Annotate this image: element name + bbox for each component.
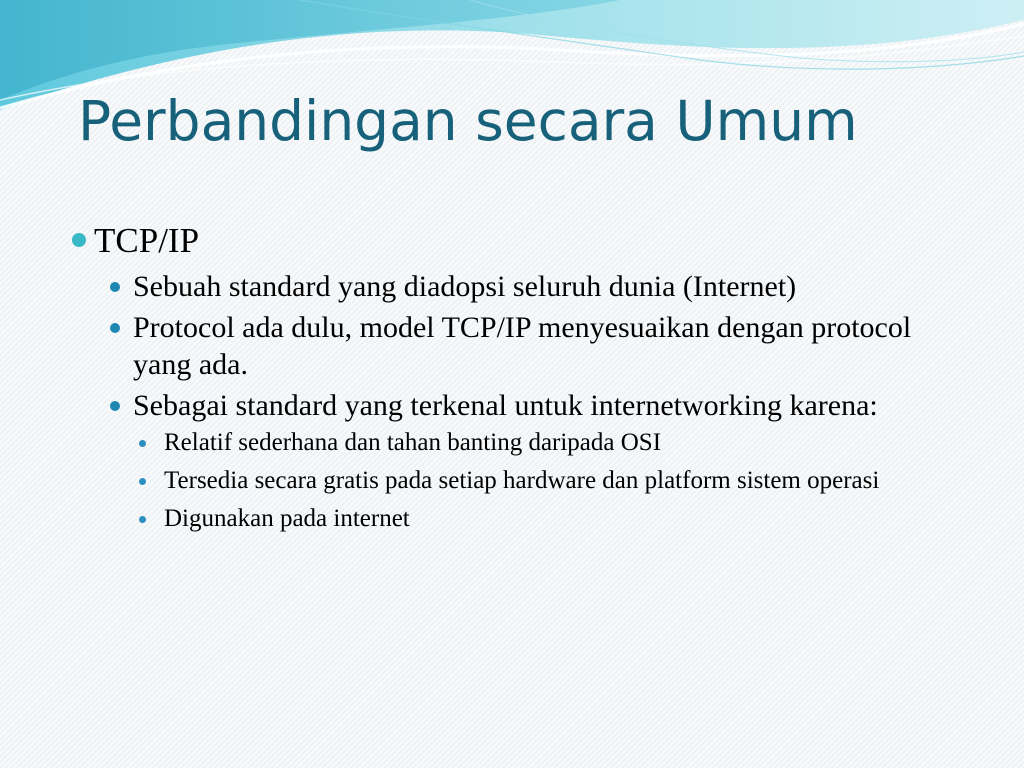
sub-bullet-text: Sebuah standard yang diadopsi seluruh dunia (Internet)	[133, 270, 797, 303]
sub-bullet-text: Protocol ada dulu, model TCP/IP menyesuaikan dengan protocol yang ada.	[133, 311, 912, 381]
sub-bullet-item	[133, 268, 970, 305]
sub-sub-bullet-item	[164, 428, 970, 458]
sub-sub-bullet-text: Relatif sederhana dan tahan banting daripada OSI	[164, 429, 662, 456]
bullet-level1-tcpip	[90, 220, 970, 262]
sub-sub-bullet-text: Digunakan pada internet	[164, 505, 410, 532]
bullet-dot-icon	[72, 233, 86, 247]
bullet-text: TCP/IP	[94, 221, 200, 260]
sub-sub-bullet-text: Tersedia secara gratis pada setiap hardware dan platform sistem operasi	[164, 467, 880, 494]
sub-sub-bullet-list	[90, 428, 970, 534]
bullet-dot-icon	[139, 440, 146, 447]
slide-title: Perbandingan secara Umum	[78, 89, 858, 153]
sub-bullet-item	[133, 387, 970, 424]
sub-bullet-item	[133, 309, 970, 383]
bullet-dot-icon	[110, 323, 120, 333]
bullet-content	[90, 220, 970, 542]
sub-sub-bullet-item	[164, 504, 970, 534]
sub-bullet-list	[90, 268, 970, 534]
sub-bullet-text: Sebagai standard yang terkenal untuk internetworking karena:	[133, 389, 878, 422]
sub-sub-bullet-item	[164, 466, 970, 496]
bullet-dot-icon	[139, 516, 146, 523]
bullet-dot-icon	[110, 401, 120, 411]
bullet-dot-icon	[139, 478, 146, 485]
bullet-dot-icon	[110, 282, 120, 292]
